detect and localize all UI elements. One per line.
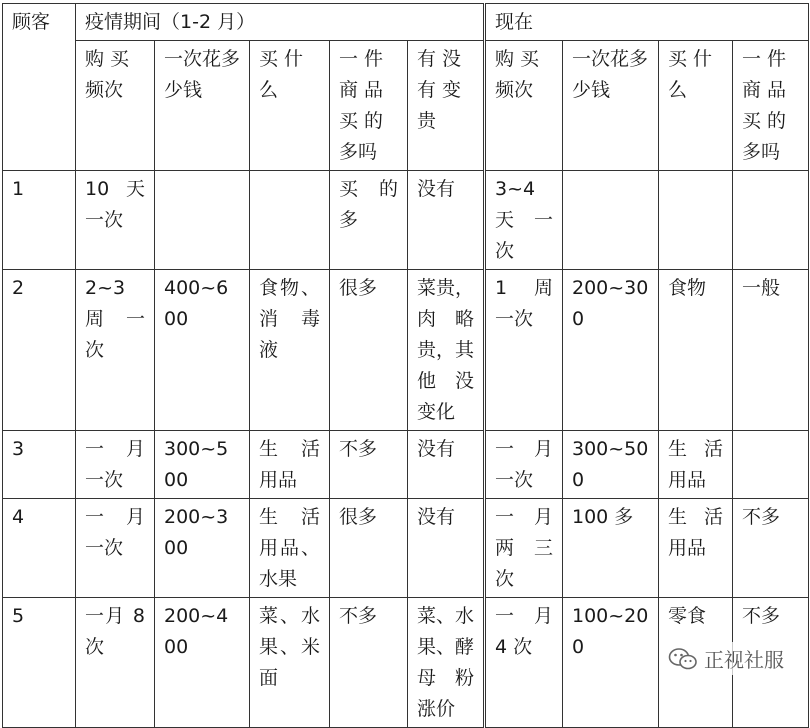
customer-id: 4 [3,499,76,598]
before-spend: 400~600 [155,270,250,431]
group-header-before: 疫情期间（1-2 月） [76,4,485,41]
now-quantity: 不多 [733,598,809,728]
table-row [3,499,809,598]
now-frequency: 一 月 4 次 [485,598,563,728]
header-before-frequency: 购 买 频次 [76,41,155,171]
header-now-items: 买 什 么 [659,41,733,171]
table-row [3,431,809,499]
before-price-change: 没有 [408,499,485,598]
now-quantity [733,431,809,499]
now-frequency: 3~4 天 一 次 [485,171,563,270]
before-items: 菜、水 果、米 面 [250,598,330,728]
header-before-items: 买 什 么 [250,41,330,171]
watermark-text: 正视社服 [704,648,784,672]
before-items: 生 活 用品 [250,431,330,499]
header-now-spend: 一次花多少钱 [563,41,659,171]
before-price-change: 菜贵， 肉 略 贵，其 他 没 变化 [408,270,485,431]
before-frequency: 2~3 周 一次 [76,270,155,431]
before-spend: 200~400 [155,598,250,728]
header-now-quantity: 一 件 商 品 买 的 多吗 [733,41,809,171]
now-spend: 200~300 [563,270,659,431]
header-row-groups [3,4,809,41]
before-frequency: 10 天 一次 [76,171,155,270]
header-before-price-change: 有 没 有 变 贵 [408,41,485,171]
header-now-frequency: 购 买 频次 [485,41,563,171]
now-quantity: 不多 [733,499,809,598]
now-items: 生 活 用品 [659,431,733,499]
now-items: 生 活 用品 [659,499,733,598]
header-before-quantity: 一 件 商 品 买 的 多吗 [330,41,408,171]
table-row [3,270,809,431]
header-row-fields [3,41,809,171]
group-header-now: 现在 [485,4,809,41]
before-quantity: 很多 [330,270,408,431]
now-items: 食物 [659,270,733,431]
before-price-change: 没有 [408,431,485,499]
before-spend [155,171,250,270]
wechat-icon [668,647,698,671]
customer-id: 5 [3,598,76,728]
now-frequency: 一 月 两 三 次 [485,499,563,598]
before-frequency: 一月 8 次 [76,598,155,728]
now-items [659,171,733,270]
before-quantity: 很多 [330,499,408,598]
before-quantity: 不多 [330,431,408,499]
before-items: 生 活 用品、 水果 [250,499,330,598]
now-spend: 100 多 [563,499,659,598]
before-spend: 200~300 [155,499,250,598]
customer-header: 顾客 [3,4,76,171]
before-items: 食物、 消 毒 液 [250,270,330,431]
now-quantity [733,171,809,270]
customer-id: 3 [3,431,76,499]
before-price-change: 没有 [408,171,485,270]
before-quantity: 不多 [330,598,408,728]
header-before-spend: 一次花多少钱 [155,41,250,171]
before-quantity: 买 的 多 [330,171,408,270]
now-spend: 100~200 [563,598,659,728]
customer-id: 1 [3,171,76,270]
now-frequency: 一 月 一次 [485,431,563,499]
before-frequency: 一 月 一次 [76,431,155,499]
now-spend: 300~500 [563,431,659,499]
watermark [664,642,788,675]
survey-table [2,3,809,728]
before-price-change: 菜、水 果、酵 母 粉 涨价 [408,598,485,728]
before-spend: 300~500 [155,431,250,499]
now-spend [563,171,659,270]
before-items [250,171,330,270]
now-quantity: 一般 [733,270,809,431]
table-row [3,171,809,270]
now-frequency: 1 周 一次 [485,270,563,431]
before-frequency: 一 月 一次 [76,499,155,598]
customer-id: 2 [3,270,76,431]
now-items: 零食 [659,598,733,728]
